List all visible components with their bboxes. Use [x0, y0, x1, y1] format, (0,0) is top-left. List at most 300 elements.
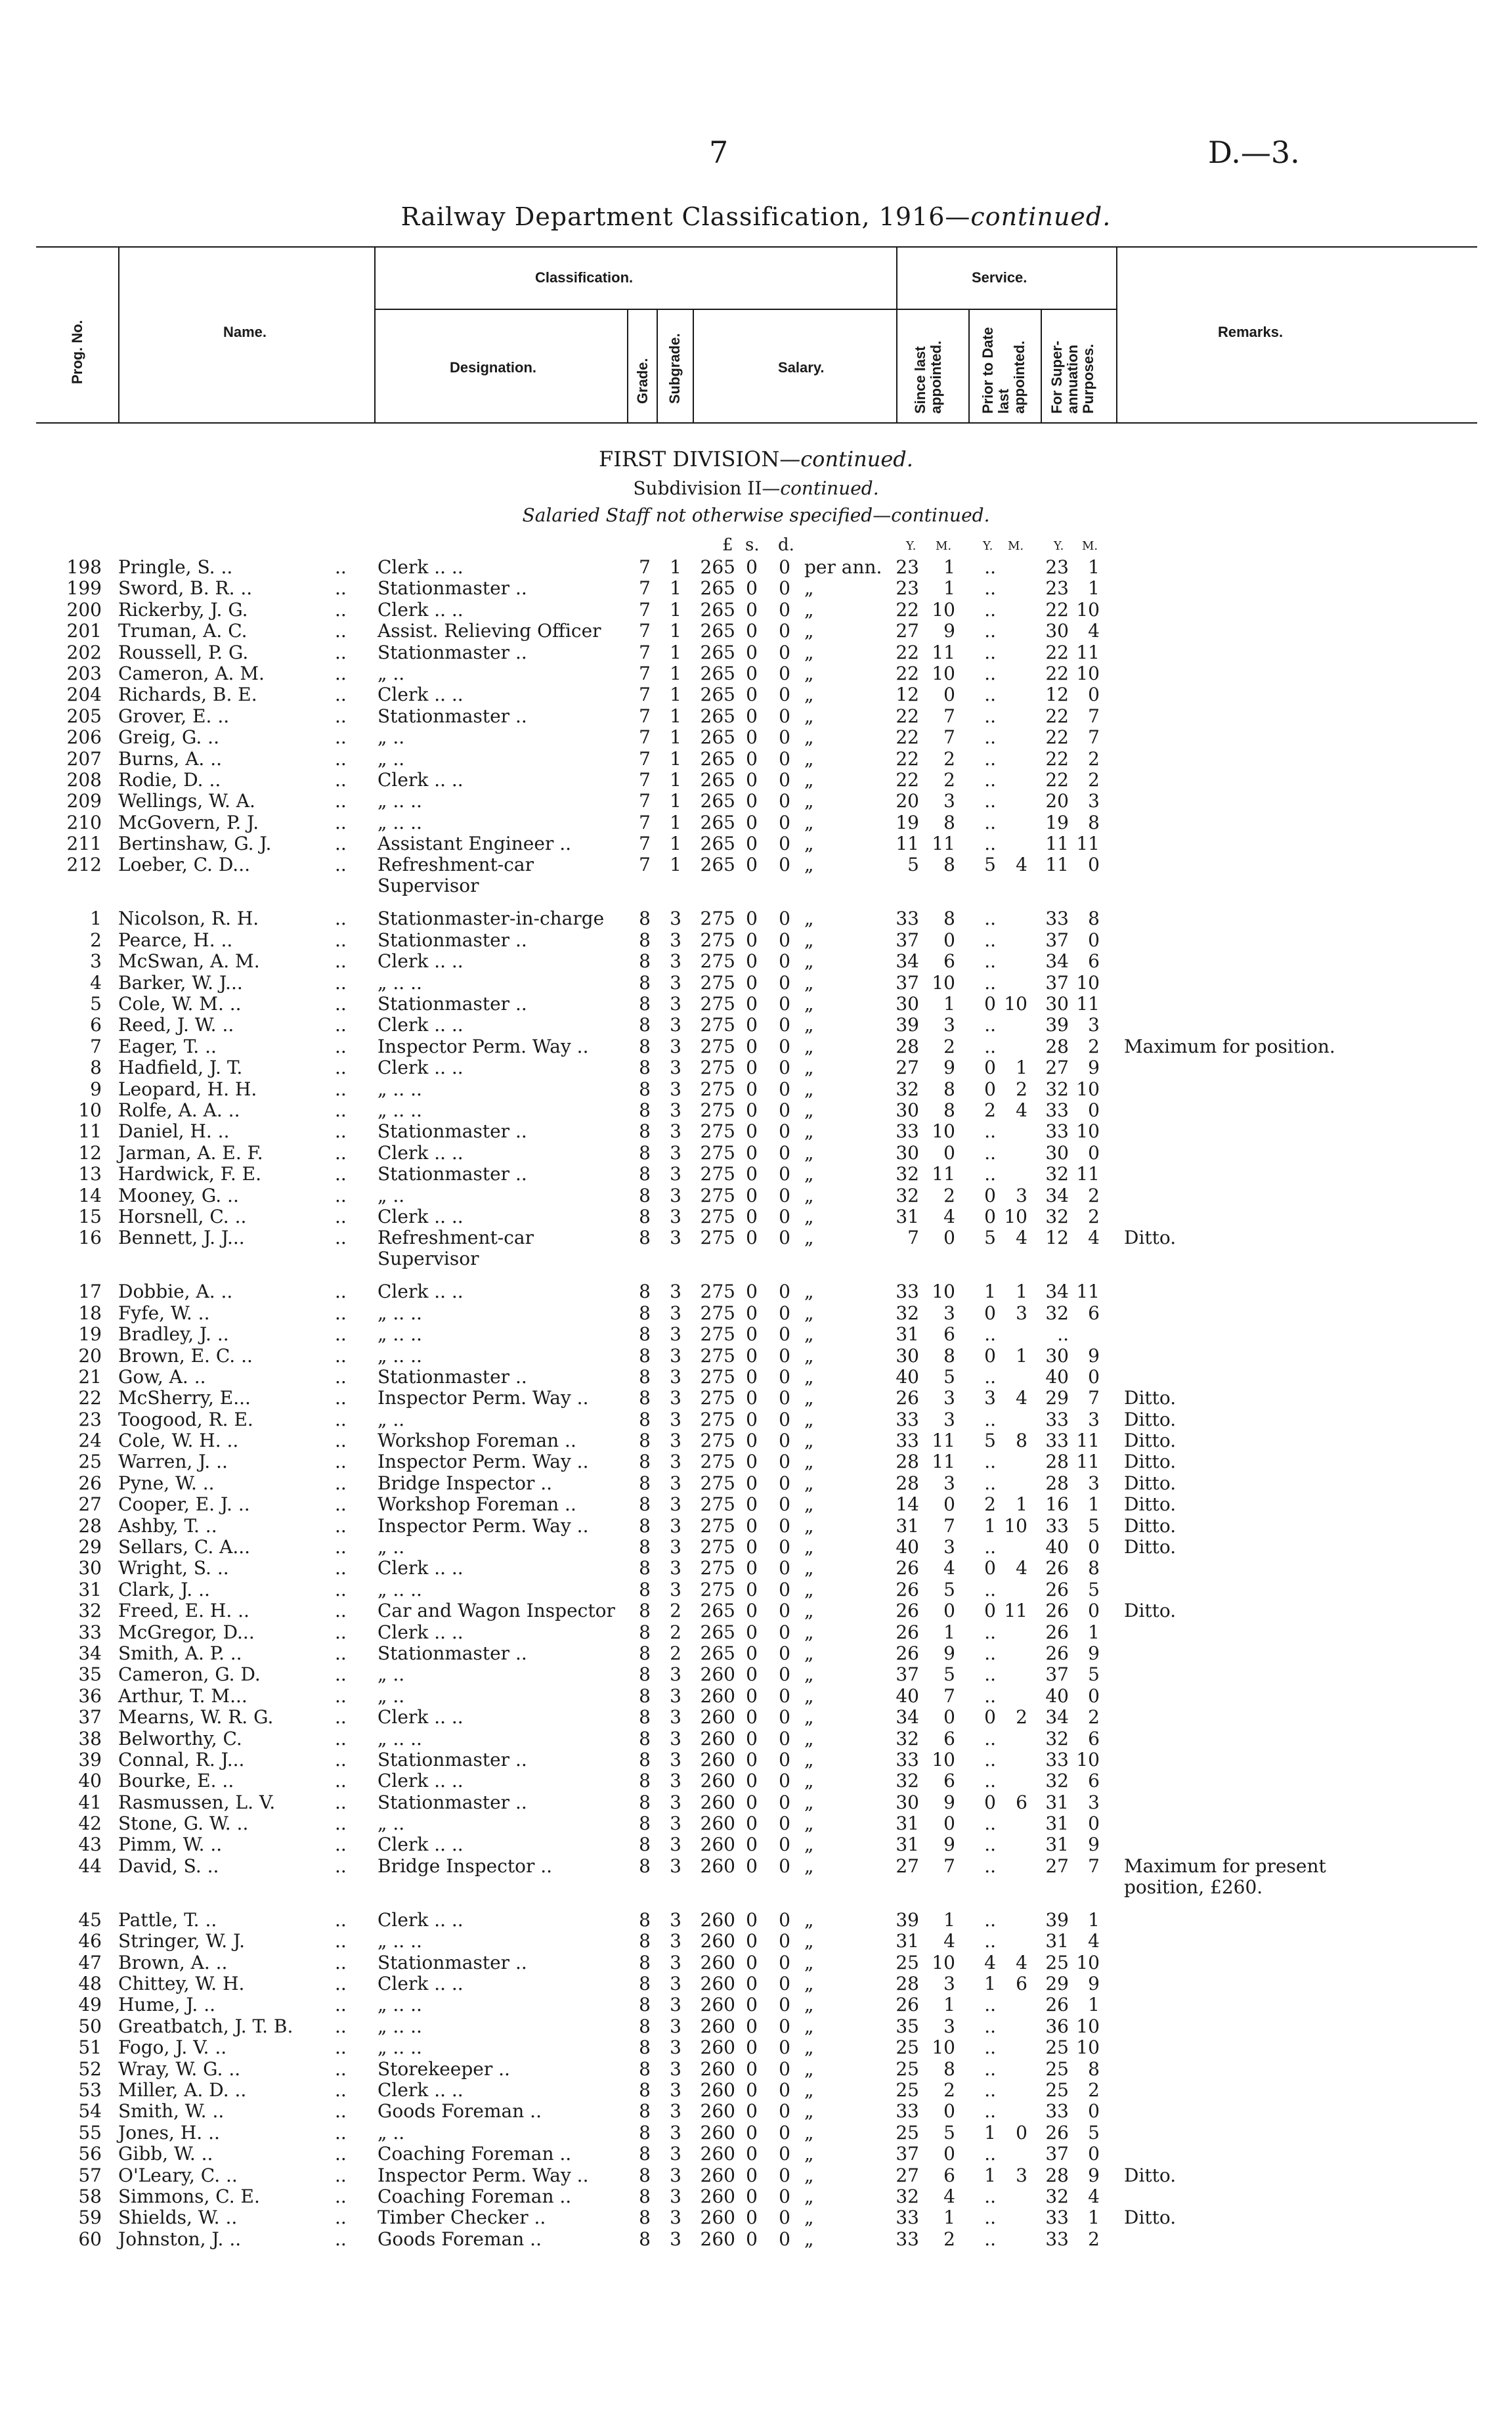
prior-years-cell: .. — [984, 556, 996, 578]
designation-cell: Coaching Foreman .. — [378, 2143, 572, 2165]
name-cell: McSherry, E... — [118, 1387, 251, 1409]
grade-cell: 7 — [639, 768, 651, 791]
since-years-cell: 33 — [896, 2100, 919, 2123]
subgrade-cell: 3 — [670, 1684, 681, 1707]
salary-shillings-cell: 0 — [746, 1472, 758, 1494]
super-years-cell: 12 — [1045, 1227, 1069, 1249]
super-years-cell: 33 — [1045, 1408, 1069, 1430]
leader-dots: .. — [335, 854, 347, 876]
name-cell: Bertinshaw, G. J. — [118, 833, 272, 855]
name-cell: Daniel, H. .. — [118, 1120, 230, 1143]
leader-dots: .. — [335, 1302, 347, 1324]
prog-no-cell: 50 — [78, 2015, 102, 2037]
salary-pounds-cell: 275 — [700, 1344, 735, 1367]
salary-period-cell: „ — [804, 2121, 814, 2144]
super-months-cell: 6 — [1088, 1727, 1100, 1749]
grade-cell: 8 — [639, 1078, 651, 1100]
since-years-cell: 31 — [896, 1323, 919, 1346]
prior-years-cell: .. — [984, 790, 996, 812]
grade-cell: 8 — [639, 1813, 651, 1835]
prior-years-cell: 0 — [984, 1302, 996, 1324]
prior-years-cell: .. — [984, 2079, 996, 2101]
leader-dots: .. — [335, 1120, 347, 1143]
designation-cell: Clerk .. .. — [378, 1014, 464, 1036]
prior-years-cell: .. — [984, 2228, 996, 2250]
prior-years-cell: 5 — [984, 854, 996, 876]
subgrade-cell: 3 — [670, 971, 681, 994]
subgrade-cell: 3 — [670, 1514, 681, 1537]
leader-dots: .. — [335, 2185, 347, 2207]
prior-years-cell: 1 — [984, 2164, 996, 2186]
prior-years-cell: .. — [984, 641, 996, 663]
grade-cell: 8 — [639, 2143, 651, 2165]
prog-no-cell: 53 — [78, 2079, 102, 2101]
prior-years-cell: .. — [984, 1163, 996, 1185]
super-years-cell: 26 — [1045, 1621, 1069, 1643]
prog-no-cell: 37 — [78, 1706, 102, 1728]
salary-pounds-cell: 260 — [700, 2100, 735, 2123]
prior-months-cell: 11 — [1004, 1600, 1027, 1622]
salary-pence-cell: 0 — [779, 1930, 790, 1952]
salary-shillings-cell: 0 — [746, 1770, 758, 1792]
table-row — [0, 770, 1512, 791]
name-cell: Belworthy, C. — [118, 1727, 242, 1749]
table-row — [0, 642, 1512, 663]
leader-dots: .. — [335, 1014, 347, 1036]
salary-period-cell: „ — [804, 2079, 814, 2101]
prior-years-cell: .. — [984, 1684, 996, 1707]
super-years-cell: 27 — [1045, 1057, 1069, 1079]
prog-no-cell: 14 — [78, 1184, 102, 1206]
since-years-cell: 22 — [896, 641, 919, 663]
super-months-cell: 0 — [1088, 854, 1100, 876]
salary-period-cell: „ — [804, 1365, 814, 1388]
name-cell: Richards, B. E. — [118, 684, 257, 706]
since-years-cell: 31 — [896, 1813, 919, 1835]
super-months-cell: 9 — [1088, 1344, 1100, 1367]
salary-pounds-cell: 275 — [700, 929, 735, 951]
classification-header: Classification. — [535, 269, 634, 286]
leader-dots: .. — [335, 768, 347, 791]
division-title-main: FIRST DIVISION— — [599, 447, 801, 472]
prior-years-cell: .. — [984, 598, 996, 621]
name-cell: Miller, A. D. .. — [118, 2079, 247, 2101]
prior-years-cell: .. — [984, 1994, 996, 2016]
super-years-cell: 12 — [1045, 684, 1069, 706]
since-years-cell: 14 — [896, 1493, 919, 1516]
name-cell: Chittey, W. H. — [118, 1973, 245, 1995]
salary-pence-cell: 0 — [779, 705, 790, 727]
prior-months-cell: 4 — [1016, 1951, 1027, 1973]
table-row — [0, 1664, 1512, 1685]
name-cell: Horsnell, C. .. — [118, 1205, 247, 1227]
salary-period-cell: „ — [804, 620, 814, 642]
prior-years-cell: 3 — [984, 1387, 996, 1409]
salary-pence-cell: 0 — [779, 1057, 790, 1079]
table-row — [0, 2101, 1512, 2122]
subgrade-cell: 3 — [670, 1099, 681, 1121]
since-years-cell: 30 — [896, 1099, 919, 1121]
table-row — [0, 1910, 1512, 1931]
salary-period-cell: „ — [804, 1994, 814, 2016]
super-years-cell: 20 — [1045, 790, 1069, 812]
super-months-cell: 8 — [1088, 908, 1100, 930]
salary-shillings-cell: 0 — [746, 598, 758, 621]
subgrade-cell: 3 — [670, 1078, 681, 1100]
grade-cell: 8 — [639, 1057, 651, 1079]
since-months-cell: 3 — [943, 1408, 955, 1430]
subgrade-cell: 1 — [670, 598, 681, 621]
subgrade-cell: 3 — [670, 1578, 681, 1600]
since-years-cell: 26 — [896, 1557, 919, 1579]
salary-shillings-cell: 0 — [746, 854, 758, 876]
super-years-cell: 26 — [1045, 1578, 1069, 1600]
super-years-cell: 33 — [1045, 2100, 1069, 2123]
salary-period-cell: „ — [804, 1557, 814, 1579]
table-row — [0, 2059, 1512, 2080]
grade-cell: 8 — [639, 1791, 651, 1813]
super-months-cell: 0 — [1088, 1813, 1100, 1835]
since-years-cell: 40 — [896, 1365, 919, 1388]
salary-shillings-cell: 0 — [746, 2185, 758, 2207]
remarks-cell: Ditto. — [1124, 1472, 1177, 1494]
since-months-cell: 10 — [932, 2036, 955, 2059]
since-months-cell: 3 — [943, 1536, 955, 1558]
table-row — [0, 1303, 1512, 1324]
salary-shillings-cell: 0 — [746, 1908, 758, 1931]
salary-shillings-cell: 0 — [746, 1099, 758, 1121]
super-years-cell: 33 — [1045, 1514, 1069, 1537]
super-months-cell: 7 — [1088, 705, 1100, 727]
name-cell: Fogo, J. V. .. — [118, 2036, 227, 2059]
prog-no-cell: 43 — [78, 1834, 102, 1856]
salary-pence-cell: 0 — [779, 1994, 790, 2016]
prior-years-cell: 1 — [984, 2121, 996, 2144]
designation-cell: „ .. — [378, 1536, 405, 1558]
salary-period-cell: „ — [804, 1344, 814, 1367]
salary-pence-cell: 0 — [779, 1621, 790, 1643]
super-months-cell: 10 — [1076, 2036, 1100, 2059]
salary-pence-cell: 0 — [779, 929, 790, 951]
salary-period-cell: „ — [804, 1302, 814, 1324]
designation-cell: Bridge Inspector .. — [378, 1472, 553, 1494]
salary-pence-cell: 0 — [779, 1791, 790, 1813]
since-months-cell: 3 — [943, 2015, 955, 2037]
super-months-cell: 0 — [1088, 1099, 1100, 1121]
super-years-cell: 26 — [1045, 1994, 1069, 2016]
prior-months-cell: 2 — [1016, 1706, 1027, 1728]
since-months-cell: 4 — [943, 1930, 955, 1952]
super-years-cell: 28 — [1045, 2164, 1069, 2186]
super-months-cell: 5 — [1088, 1578, 1100, 1600]
salary-shillings-cell: 0 — [746, 1973, 758, 1995]
grade-cell: 8 — [639, 1014, 651, 1036]
prior-years-cell: .. — [984, 1323, 996, 1346]
salary-pounds-cell: 260 — [700, 1748, 735, 1771]
designation-cell: „ .. .. — [378, 2015, 422, 2037]
super-years-cell: 23 — [1045, 556, 1069, 578]
salary-shillings-cell: 0 — [746, 2164, 758, 2186]
designation-cell: Stationmaster .. — [378, 1642, 527, 1664]
super-months-cell: 1 — [1088, 2207, 1100, 2229]
since-years-cell: 12 — [896, 684, 919, 706]
salary-pence-cell: 0 — [779, 833, 790, 855]
since-years-cell: 25 — [896, 2036, 919, 2059]
since-years-cell: 30 — [896, 1141, 919, 1164]
salary-pounds-cell: 275 — [700, 1120, 735, 1143]
salary-pence-cell: 0 — [779, 2079, 790, 2101]
grade-cell: 8 — [639, 2057, 651, 2080]
super-months-cell: 2 — [1088, 1184, 1100, 1206]
salary-pounds-cell: 260 — [700, 1973, 735, 1995]
since-months-cell: 11 — [932, 833, 955, 855]
salary-pence-cell: 0 — [779, 747, 790, 770]
salary-shillings-cell: 0 — [746, 1141, 758, 1164]
designation-cell: „ .. — [378, 747, 405, 770]
salary-pounds-cell: 260 — [700, 1684, 735, 1707]
super-months-cell: 6 — [1088, 1770, 1100, 1792]
name-cell: Pyne, W. .. — [118, 1472, 215, 1494]
leader-dots: .. — [335, 1951, 347, 1973]
super-years-cell: 26 — [1045, 1600, 1069, 1622]
since-years-cell: 32 — [896, 2185, 919, 2207]
salary-shillings-cell: 0 — [746, 1642, 758, 1664]
prog-no-cell: 47 — [78, 1951, 102, 1973]
name-cell: David, S. .. — [118, 1855, 219, 1877]
salary-shillings-cell: 0 — [746, 726, 758, 749]
prior-to-date-header: Prior to Date last appointed. — [980, 326, 1027, 414]
super-months-cell: 2 — [1088, 747, 1100, 770]
salary-shillings-cell: 0 — [746, 811, 758, 833]
super-years-cell: 30 — [1045, 1344, 1069, 1367]
leader-dots: .. — [335, 1078, 347, 1100]
grade-cell: 7 — [639, 854, 651, 876]
subgrade-cell: 1 — [670, 577, 681, 600]
salary-pence-cell: 0 — [779, 1344, 790, 1367]
prog-no-cell: 24 — [78, 1430, 102, 1452]
salary-pence-cell: 0 — [779, 1663, 790, 1686]
subgrade-cell: 3 — [670, 929, 681, 951]
prior-years-cell: 0 — [984, 1706, 996, 1728]
salary-shillings-cell: 0 — [746, 1578, 758, 1600]
salary-pence-cell: 0 — [779, 1302, 790, 1324]
subgrade-cell: 3 — [670, 1408, 681, 1430]
salary-pounds-cell: 275 — [700, 1205, 735, 1227]
salary-shillings-cell: 0 — [746, 1600, 758, 1622]
super-months-cell: 4 — [1088, 620, 1100, 642]
prior-years-cell: 5 — [984, 1227, 996, 1249]
super-years-cell: 32 — [1045, 1770, 1069, 1792]
table-row — [0, 557, 1512, 578]
leader-dots: .. — [335, 2079, 347, 2101]
leader-dots: .. — [335, 1430, 347, 1452]
table-row — [0, 1952, 1512, 1973]
super-years-cell: .. — [1057, 1323, 1069, 1346]
grade-cell: 8 — [639, 1302, 651, 1324]
leader-dots: .. — [335, 1557, 347, 1579]
since-years-cell: 25 — [896, 2079, 919, 2101]
prog-no-cell: 42 — [78, 1813, 102, 1835]
since-years-cell: 5 — [907, 854, 919, 876]
designation-cell: Inspector Perm. Way .. — [378, 1035, 589, 1057]
since-years-cell: 26 — [896, 1387, 919, 1409]
since-years-cell: 27 — [896, 1855, 919, 1877]
grade-cell: 7 — [639, 684, 651, 706]
prior-years-cell: .. — [984, 1813, 996, 1835]
division-title — [0, 447, 1512, 472]
subgrade-cell: 1 — [670, 811, 681, 833]
table-row — [0, 1121, 1512, 1142]
leader-dots: .. — [335, 1600, 347, 1622]
since-months-cell: 0 — [943, 684, 955, 706]
salary-period-cell: „ — [804, 1791, 814, 1813]
salary-shillings-cell: 0 — [746, 577, 758, 600]
salary-period-cell: „ — [804, 811, 814, 833]
grade-cell: 8 — [639, 1344, 651, 1367]
salary-shillings-cell: 0 — [746, 2143, 758, 2165]
designation-cell: Coaching Foreman .. — [378, 2185, 572, 2207]
salary-pounds-cell: 275 — [700, 1472, 735, 1494]
super-months-cell: 2 — [1088, 2079, 1100, 2101]
name-cell: Truman, A. C. — [118, 620, 248, 642]
name-cell: Hume, J. .. — [118, 1994, 216, 2016]
table-row — [0, 908, 1512, 929]
prior-years-cell: .. — [984, 1663, 996, 1686]
pound-unit: £ — [722, 535, 733, 555]
table-row — [0, 1516, 1512, 1537]
salary-pounds-cell: 275 — [700, 1035, 735, 1057]
prior-years-cell: .. — [984, 1014, 996, 1036]
since-months-cell: 11 — [932, 1451, 955, 1473]
salary-shillings-cell: 0 — [746, 790, 758, 812]
leader-dots: .. — [335, 908, 347, 930]
grade-cell: 8 — [639, 1536, 651, 1558]
table-row — [0, 1994, 1512, 2015]
super-years-cell: 30 — [1045, 993, 1069, 1015]
super-months-cell: 9 — [1088, 1642, 1100, 1664]
prior-years-cell: .. — [984, 811, 996, 833]
table-row — [0, 1856, 1512, 1898]
salary-pounds-cell: 260 — [700, 1994, 735, 2016]
salary-pence-cell: 0 — [779, 854, 790, 876]
since-months-cell: 9 — [943, 620, 955, 642]
header-divider — [1116, 246, 1117, 424]
super-months-cell: 3 — [1088, 1791, 1100, 1813]
salary-shillings-cell: 0 — [746, 1408, 758, 1430]
grade-cell: 8 — [639, 2100, 651, 2123]
subgrade-cell: 3 — [670, 2079, 681, 2101]
designation-cell: Clerk .. .. — [378, 1973, 464, 1995]
prior-months-cell: 3 — [1016, 2164, 1027, 2186]
prog-no-cell: 207 — [66, 747, 102, 770]
salary-period-cell: „ — [804, 598, 814, 621]
since-years-cell: 22 — [896, 705, 919, 727]
remarks-cell: Ditto. — [1124, 1430, 1177, 1452]
grade-cell: 8 — [639, 1323, 651, 1346]
grade-cell: 8 — [639, 1281, 651, 1303]
subgrade-cell: 1 — [670, 854, 681, 876]
subgrade-cell: 3 — [670, 1748, 681, 1771]
leader-dots: .. — [335, 747, 347, 770]
salary-period-cell: „ — [804, 908, 814, 930]
name-cell: Clark, J. .. — [118, 1578, 210, 1600]
subgrade-cell: 3 — [670, 1770, 681, 1792]
prog-no-cell: 34 — [78, 1642, 102, 1664]
salary-shillings-cell: 0 — [746, 1387, 758, 1409]
subgrade-cell: 3 — [670, 1930, 681, 1952]
prog-no-cell: 1 — [90, 908, 102, 930]
salary-period-cell: „ — [804, 1621, 814, 1643]
since-years-cell: 33 — [896, 1430, 919, 1452]
since-months-cell: 6 — [943, 1323, 955, 1346]
grade-cell: 8 — [639, 1578, 651, 1600]
grade-cell: 8 — [639, 1163, 651, 1185]
salary-shillings-cell: 0 — [746, 1120, 758, 1143]
since-months-cell: 2 — [943, 747, 955, 770]
leader-dots: .. — [335, 811, 347, 833]
super-years-cell: 34 — [1045, 1281, 1069, 1303]
prog-no-cell: 55 — [78, 2121, 102, 2144]
salary-shillings-cell: 0 — [746, 1994, 758, 2016]
since-months-cell: 3 — [943, 1014, 955, 1036]
table-row — [0, 2144, 1512, 2165]
super-months-cell: 0 — [1088, 1684, 1100, 1707]
since-years-cell: 32 — [896, 1770, 919, 1792]
table-row — [0, 791, 1512, 812]
prior-years-cell: .. — [984, 2057, 996, 2080]
since-months-cell: 8 — [943, 811, 955, 833]
salary-period-cell: „ — [804, 1684, 814, 1707]
since-months-cell: 7 — [943, 1514, 955, 1537]
prog-no-cell: 208 — [66, 768, 102, 791]
prior-years-cell: .. — [984, 1408, 996, 1430]
name-cell: Rickerby, J. G. — [118, 598, 248, 621]
since-last-header: Since last appointed. — [912, 340, 944, 414]
designation-cell: Stationmaster .. — [378, 1748, 527, 1771]
since-months-cell: 11 — [932, 1430, 955, 1452]
leader-dots: .. — [335, 1451, 347, 1473]
subgrade-cell: 3 — [670, 2185, 681, 2207]
since-months-cell: 9 — [943, 1642, 955, 1664]
super-months-cell: 7 — [1088, 1387, 1100, 1409]
salary-pounds-cell: 275 — [700, 1163, 735, 1185]
salary-pence-cell: 0 — [779, 684, 790, 706]
prior-months-cell: 4 — [1016, 1557, 1027, 1579]
table-row — [0, 973, 1512, 994]
salary-pence-cell: 0 — [779, 1973, 790, 1995]
prior-months-cell: 1 — [1016, 1281, 1027, 1303]
grade-cell: 8 — [639, 2079, 651, 2101]
grade-cell: 8 — [639, 1557, 651, 1579]
super-months-cell: 11 — [1076, 1163, 1100, 1185]
designation-cell: Clerk .. .. — [378, 556, 464, 578]
super-years-cell: 37 — [1045, 971, 1069, 994]
table-row — [0, 1537, 1512, 1558]
salary-pence-cell: 0 — [779, 971, 790, 994]
table-row — [0, 1834, 1512, 1855]
table-row — [0, 1281, 1512, 1302]
salary-shillings-cell: 0 — [746, 1344, 758, 1367]
staff-table — [0, 557, 1512, 2250]
designation-cell: Clerk .. .. — [378, 1621, 464, 1643]
salary-shillings-cell: 0 — [746, 950, 758, 973]
salary-pounds-cell: 260 — [700, 1727, 735, 1749]
super-years-cell: 37 — [1045, 929, 1069, 951]
salary-shillings-cell: 0 — [746, 1014, 758, 1036]
designation-cell: Goods Foreman .. — [378, 2228, 542, 2250]
salary-shillings-cell: 0 — [746, 1813, 758, 1835]
salary-pounds-cell: 275 — [700, 1430, 735, 1452]
